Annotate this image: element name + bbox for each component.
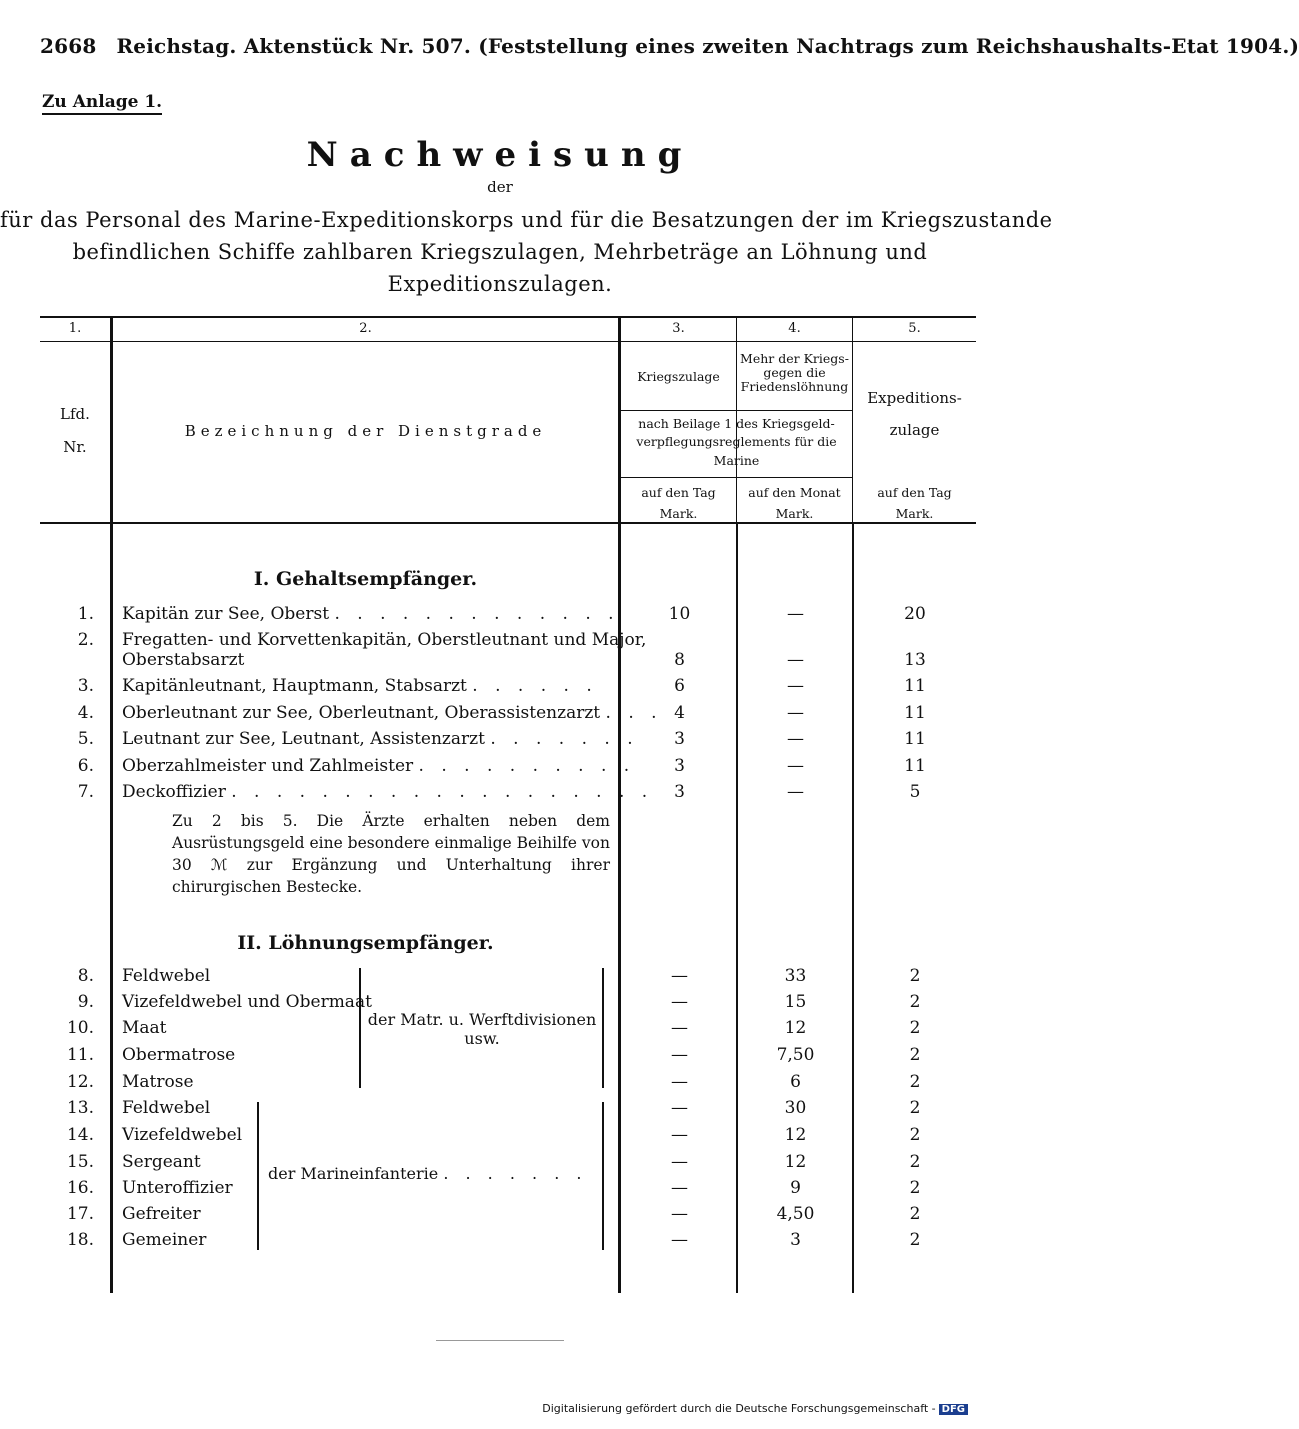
- table-row: 6. Oberzahlmeister und Zahlmeister . . . . . . . . . . 3 — 11: [77, 756, 926, 776]
- table-row: 15. Sergeant — 12 2: [66, 1152, 921, 1172]
- span-header-line-1: nach Beilage 1 des Kriegsgeld-: [638, 416, 835, 431]
- colnum-rule: [40, 341, 976, 342]
- span-rule-top: [621, 410, 852, 411]
- table-row: 14. Vizefeldwebel — 12 2: [66, 1125, 921, 1145]
- col1-header-nr: Nr.: [63, 438, 87, 456]
- col-number-3: 3.: [672, 321, 685, 336]
- anlage-label: Zu Anlage 1.: [42, 92, 162, 115]
- span-header-line-3: Marine: [713, 453, 760, 468]
- subtitle-line-3: Expeditionszulagen.: [387, 272, 613, 296]
- header-bottom-rule: [40, 522, 976, 524]
- col-number-4: 4.: [788, 321, 801, 336]
- subtitle-line-2: befindlichen Schiffe zahlbaren Kriegszulagen, Mehrbeträge an Löhnung und: [72, 240, 928, 264]
- col3-unit-top: auf den Tag: [641, 485, 716, 500]
- table-row: 3. Kapitänleutnant, Hauptmann, Stabsarzt . . . . . . 6 — 11: [77, 676, 926, 696]
- header-title: Reichstag. Aktenstück Nr. 507. (Feststellung eines zweiten Nachtrags zum Reichshaushalts-Etat 1904.): [116, 34, 1299, 58]
- running-header: [40, 34, 1299, 58]
- col-number-5: 5.: [908, 321, 921, 336]
- col5-header-line-1: Expeditions-: [867, 389, 962, 407]
- document-title: Nachweisung: [306, 135, 694, 175]
- col-number-2: 2.: [359, 321, 372, 336]
- col-number-1: 1.: [68, 321, 82, 336]
- table-row: 11. Obermatrose — 7,50 2: [66, 1045, 921, 1065]
- col3-unit-bottom: Mark.: [659, 506, 698, 521]
- group2-label: der Marineinfanterie . . . . . . .: [268, 1164, 588, 1183]
- table-row: 18. Gemeiner — 3 2: [66, 1230, 921, 1250]
- col2-header: Bezeichnung der Dienstgrade: [184, 422, 547, 440]
- table-row: 5. Leutnant zur See, Leutnant, Assistenzarzt . . . . . . . 3 — 11: [77, 729, 926, 749]
- section-title-1: I. Gehaltsempfänger.: [253, 568, 478, 590]
- end-rule: [436, 1340, 564, 1341]
- group1-label-line-1: der Matr. u. Werftdivisionen: [367, 1010, 597, 1029]
- group1-label-line-2: usw.: [464, 1029, 500, 1048]
- col3-header: Kriegszulage: [637, 369, 720, 384]
- col5-unit-top: auf den Tag: [877, 485, 952, 500]
- col4-header-line-2: gegen die: [763, 365, 826, 380]
- span-rule-bottom: [621, 477, 852, 478]
- table-row: 17. Gefreiter — 4,50 2: [66, 1204, 921, 1224]
- table-row: 1. Kapitän zur See, Oberst . . . . . . . . . . . . . 10 — 20: [77, 604, 926, 624]
- col5-unit-bottom: Mark.: [895, 506, 934, 521]
- col4-header-line-1: Mehr der Kriegs-: [740, 351, 849, 366]
- table-row: 16. Unteroffizier — 9 2: [66, 1178, 921, 1198]
- table-top-rule: [40, 316, 976, 318]
- col4-header-line-3: Friedenslöhnung: [740, 379, 849, 394]
- table-row: 9. Vizefeldwebel und Obermaat — 15 2: [77, 992, 921, 1012]
- table-row: 4. Oberleutnant zur See, Oberleutnant, Oberassistenzarzt . . . 4 — 11: [77, 703, 926, 723]
- col1-header-lfd: Lfd.: [60, 405, 90, 423]
- col4-unit-bottom: Mark.: [775, 506, 814, 521]
- span-header-line-2: verpflegungsreglements für die: [636, 434, 837, 449]
- table-row: 10. Maat — 12 2: [66, 1018, 921, 1038]
- table-row: 12. Matrose — 6 2: [66, 1072, 921, 1092]
- table-row: 8. Feldwebel — 33 2: [77, 966, 921, 986]
- section-title-2: II. Löhnungsempfänger.: [237, 932, 494, 954]
- digitization-credit: Digitalisierung gefördert durch die Deutsche Forschungsgemeinschaft - DFG: [542, 1402, 968, 1415]
- table-row: 7. Deckoffizier . . . . . . . . . . . . . . . . . . . 3 — 5: [77, 782, 921, 802]
- footnote-aerzte: Zu 2 bis 5. Die Ärzte erhalten neben dem Ausrüstungsgeld eine besondere einmalige Beihilfe von 30 ℳ zur Ergänzung und Unterhaltung ihrer chirurgischen Bestecke.: [172, 812, 610, 896]
- table-row: 13. Feldwebel — 30 2: [66, 1098, 921, 1118]
- col5-header-line-2: zulage: [889, 421, 940, 439]
- table-row: 2. Fregatten- und Korvettenkapitän, Oberstleutnant und Major,: [77, 630, 647, 650]
- page-number: 2668: [40, 34, 97, 58]
- subtitle-line-1: für das Personal des Marine-Expeditionskorps und für die Besatzungen der im Kriegszustande: [0, 208, 1053, 232]
- dfg-logo-icon: DFG: [939, 1404, 968, 1415]
- table-row-continuation: Oberstabsarzt 8 — 13: [122, 650, 926, 670]
- title-connector: der: [487, 178, 513, 196]
- col4-unit-top: auf den Monat: [748, 485, 841, 500]
